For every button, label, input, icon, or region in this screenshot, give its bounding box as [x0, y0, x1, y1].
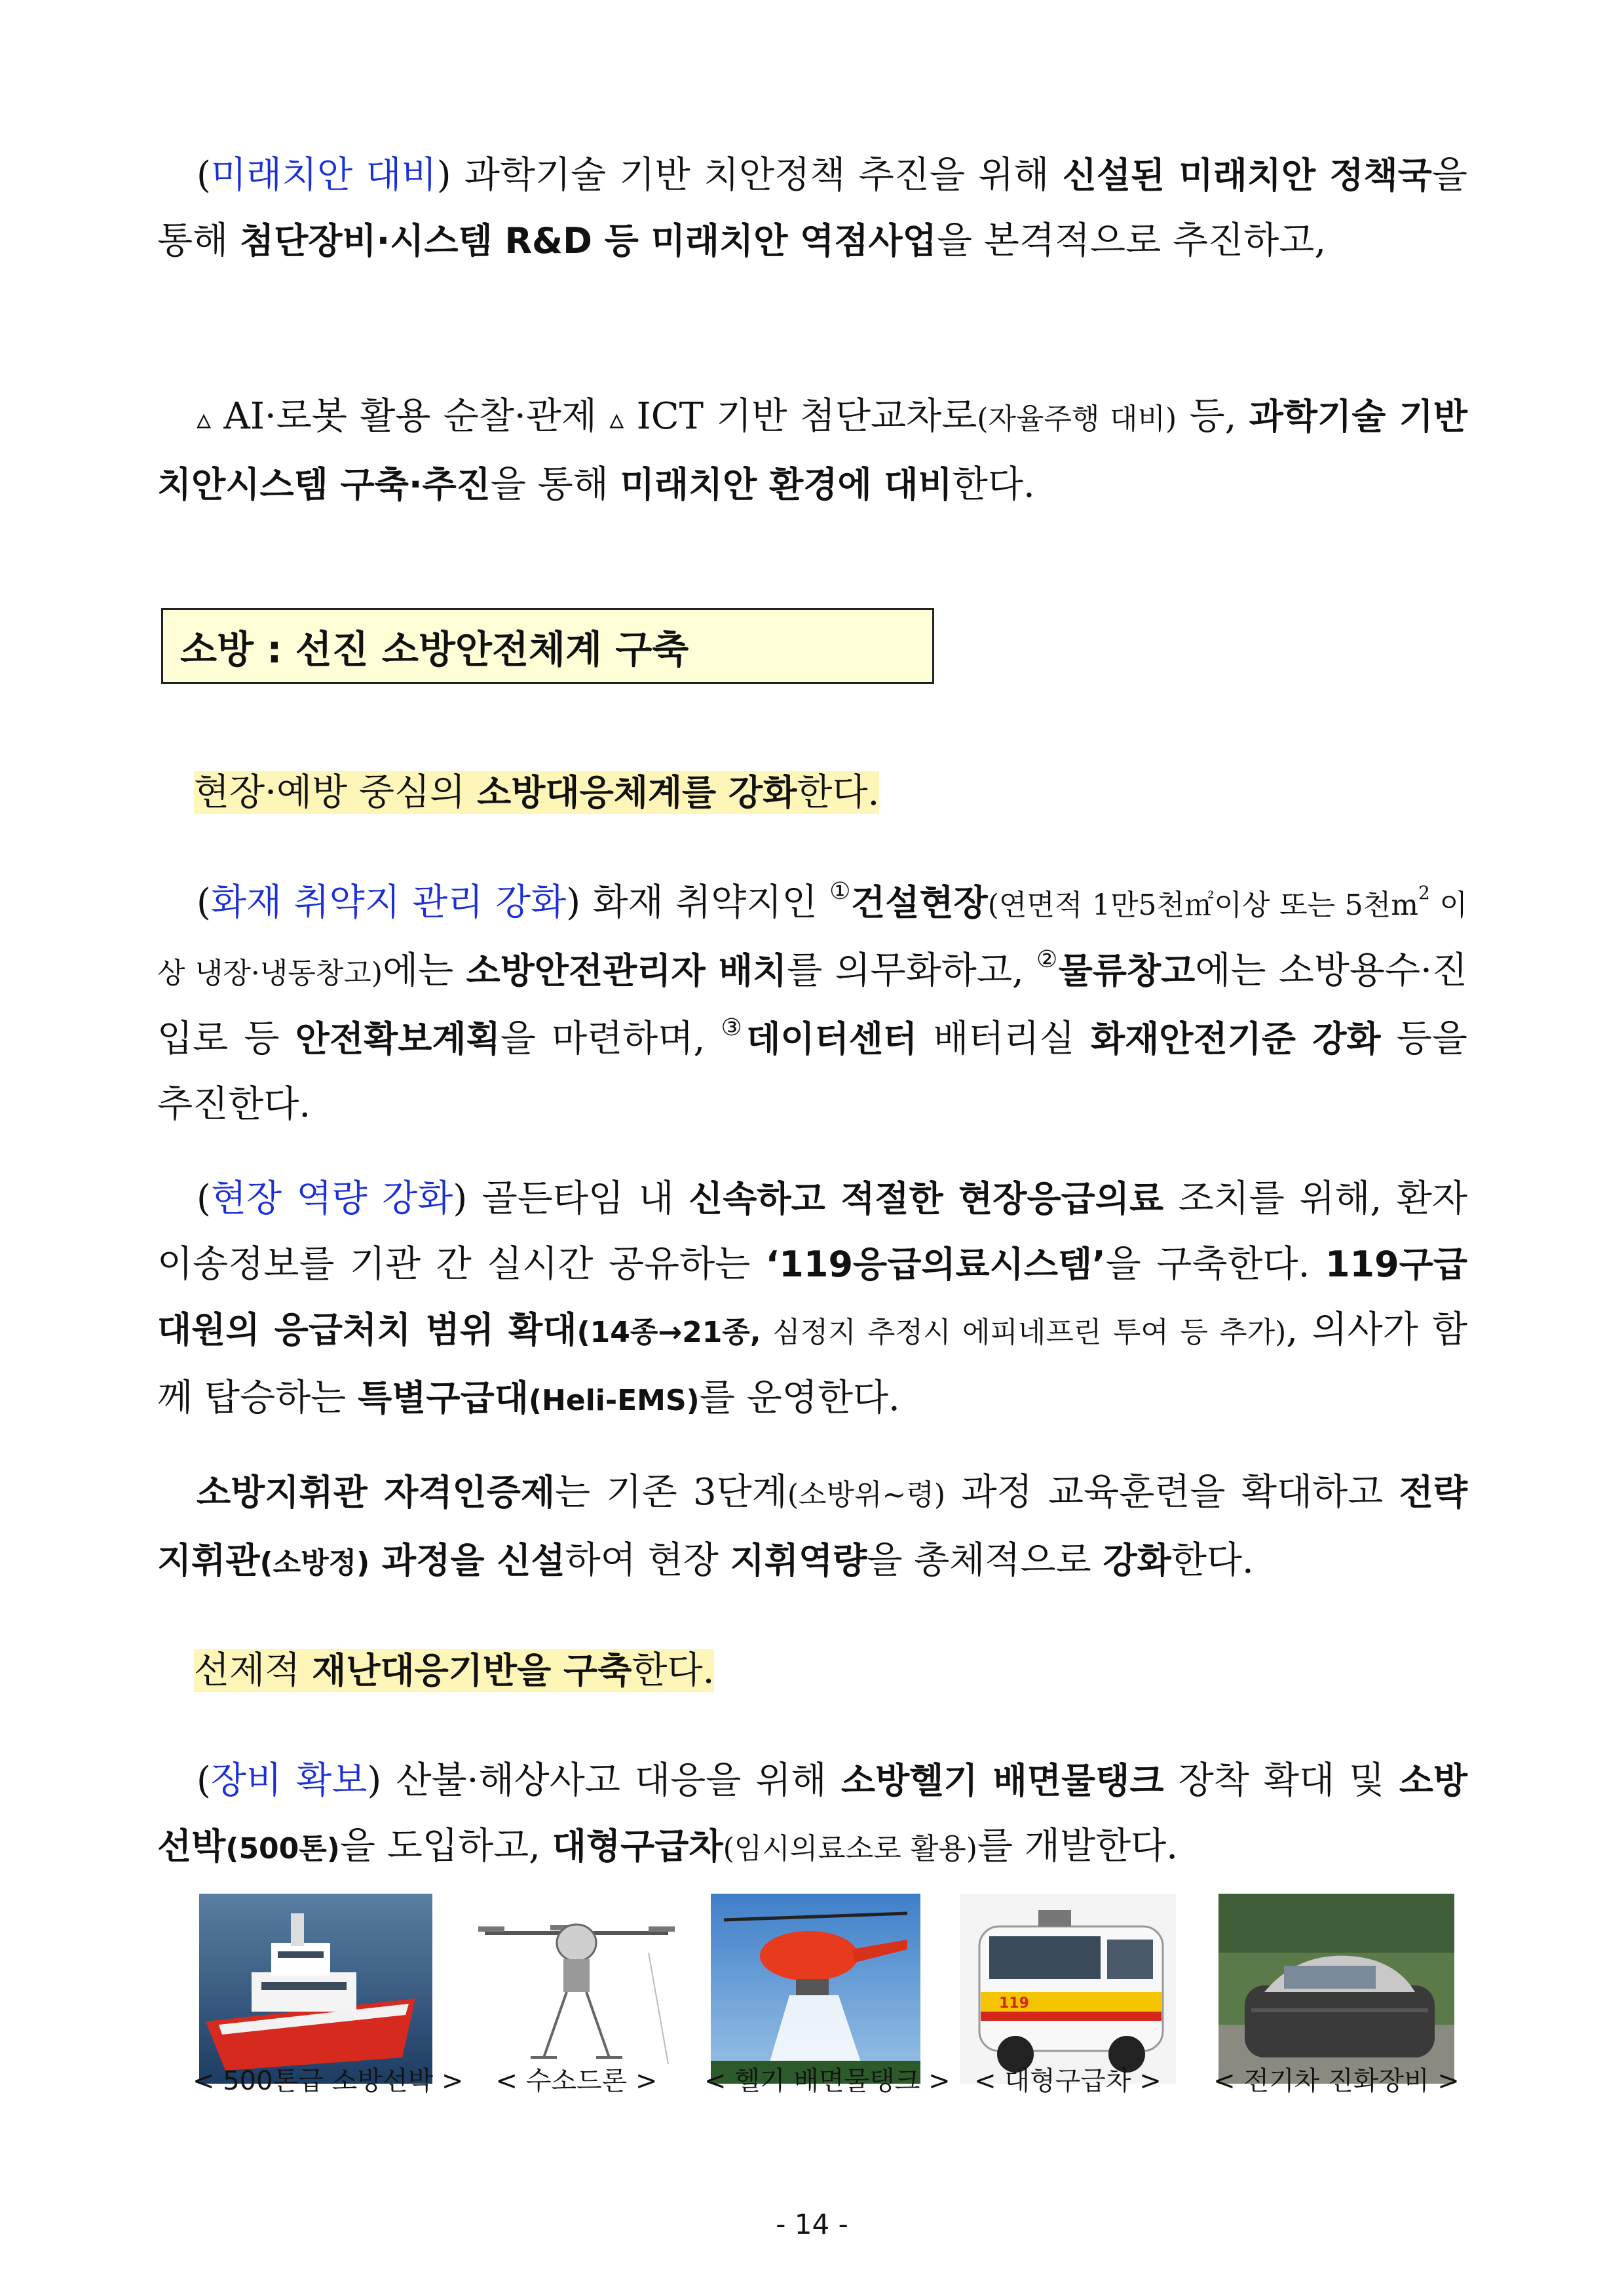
para-future-policing: (미래치안 대비) 과학기술 기반 치안정책 추진을 위해 신설된 미래치안 정책국을 통해 첨단장비·시스템 R&D 등 미래치안 역점사업을 본격적으로 추진하고, [157, 154, 1467, 262]
para-fire-vulnerable: (화재 취약지 관리 강화) 화재 취약지인 ①건설현장(연면적 1만5천㎡이상 또는 5천$m^2$ 이상 냉장·냉동창고)에는 소방안전관리자 배치를 의무화하고, ②물류창고에는 소방용수·진입로 등 안전확보계획을 마련하며, ③데이터센터 배터리실 화재안전기준 강화 등을 추진한다. [157, 878, 1468, 1126]
helicopter-image [711, 1894, 920, 2084]
tag-fire-vulnerable: 화재 취약지 관리 강화 [210, 881, 567, 924]
caption-helicopter: < 헬기 배면물탱크 > [704, 2066, 951, 2096]
tag-field-capability: 현장 역량 강화 [210, 1177, 453, 1220]
page-number: - 14 - [776, 2208, 848, 2240]
heading-disaster-base: 선제적 재난대응기반을 구축한다. [194, 1649, 715, 1692]
caption-ev-equipment: < 전기차 진화장비 > [1213, 2066, 1460, 2096]
caption-ambulance: < 대형구급차 > [974, 2066, 1161, 2096]
para-commander-certification: 소방지휘관 자격인증제는 기존 3단계(소방위~령) 과정 교육훈련을 확대하고 전략지휘관(소방정) 과정을 신설하여 현장 지휘역량을 총체적으로 강화한다. [157, 1471, 1467, 1582]
heading-fire-response: 현장·예방 중심의 소방대응체계를 강화한다. [194, 771, 880, 814]
ev-fire-equipment-image [1218, 1894, 1454, 2084]
caption-drone: < 수소드론 > [495, 2066, 658, 2096]
triangle-icon: ▵ [197, 402, 212, 436]
tag-equipment: 장비 확보 [210, 1759, 368, 1802]
para-science-system: ▵ AI·로봇 활용 순찰·관제 ▵ ICT 기반 첨단교차로(자율주행 대비) 등, 과학기술 기반 치안시스템 구축·추진을 통해 미래치안 환경에 대비한다. [157, 395, 1467, 506]
para-field-capability: (현장 역량 강화) 골든타임 내 신속하고 적절한 현장응급의료 조치를 위해, 환자 이송정보를 기관 간 실시간 공유하는 ‘119응급의료시스템’을 구축한다. 119구급대원의 응급처치 범위 확대(14종→21종, 심정지 추정시 에피네프린 투여 등 추가), 의사가 함께 탑승하는 특별구급대(Heli-EMS)를 운영한다. [157, 1177, 1467, 1419]
svg-text:119: 119 [999, 1995, 1029, 2012]
drone-image [472, 1894, 681, 2084]
ambulance-image [960, 1894, 1176, 2084]
para-equipment: (장비 확보) 산불·해상사고 대응을 위해 소방헬기 배면물탱크 장착 확대 및 소방선박(500톤)을 도입하고, 대형구급차(임시의료소로 활용)를 개발한다. [157, 1759, 1468, 1867]
tag-future-policing: 미래치안 대비 [210, 154, 437, 197]
triangle-icon: ▵ [609, 402, 624, 436]
fireboat-image [199, 1894, 432, 2084]
section-title: 소방 : 선진 소방안전체계 구축 [161, 608, 934, 684]
caption-fireboat: < 500톤급 소방선박 > [193, 2066, 464, 2096]
